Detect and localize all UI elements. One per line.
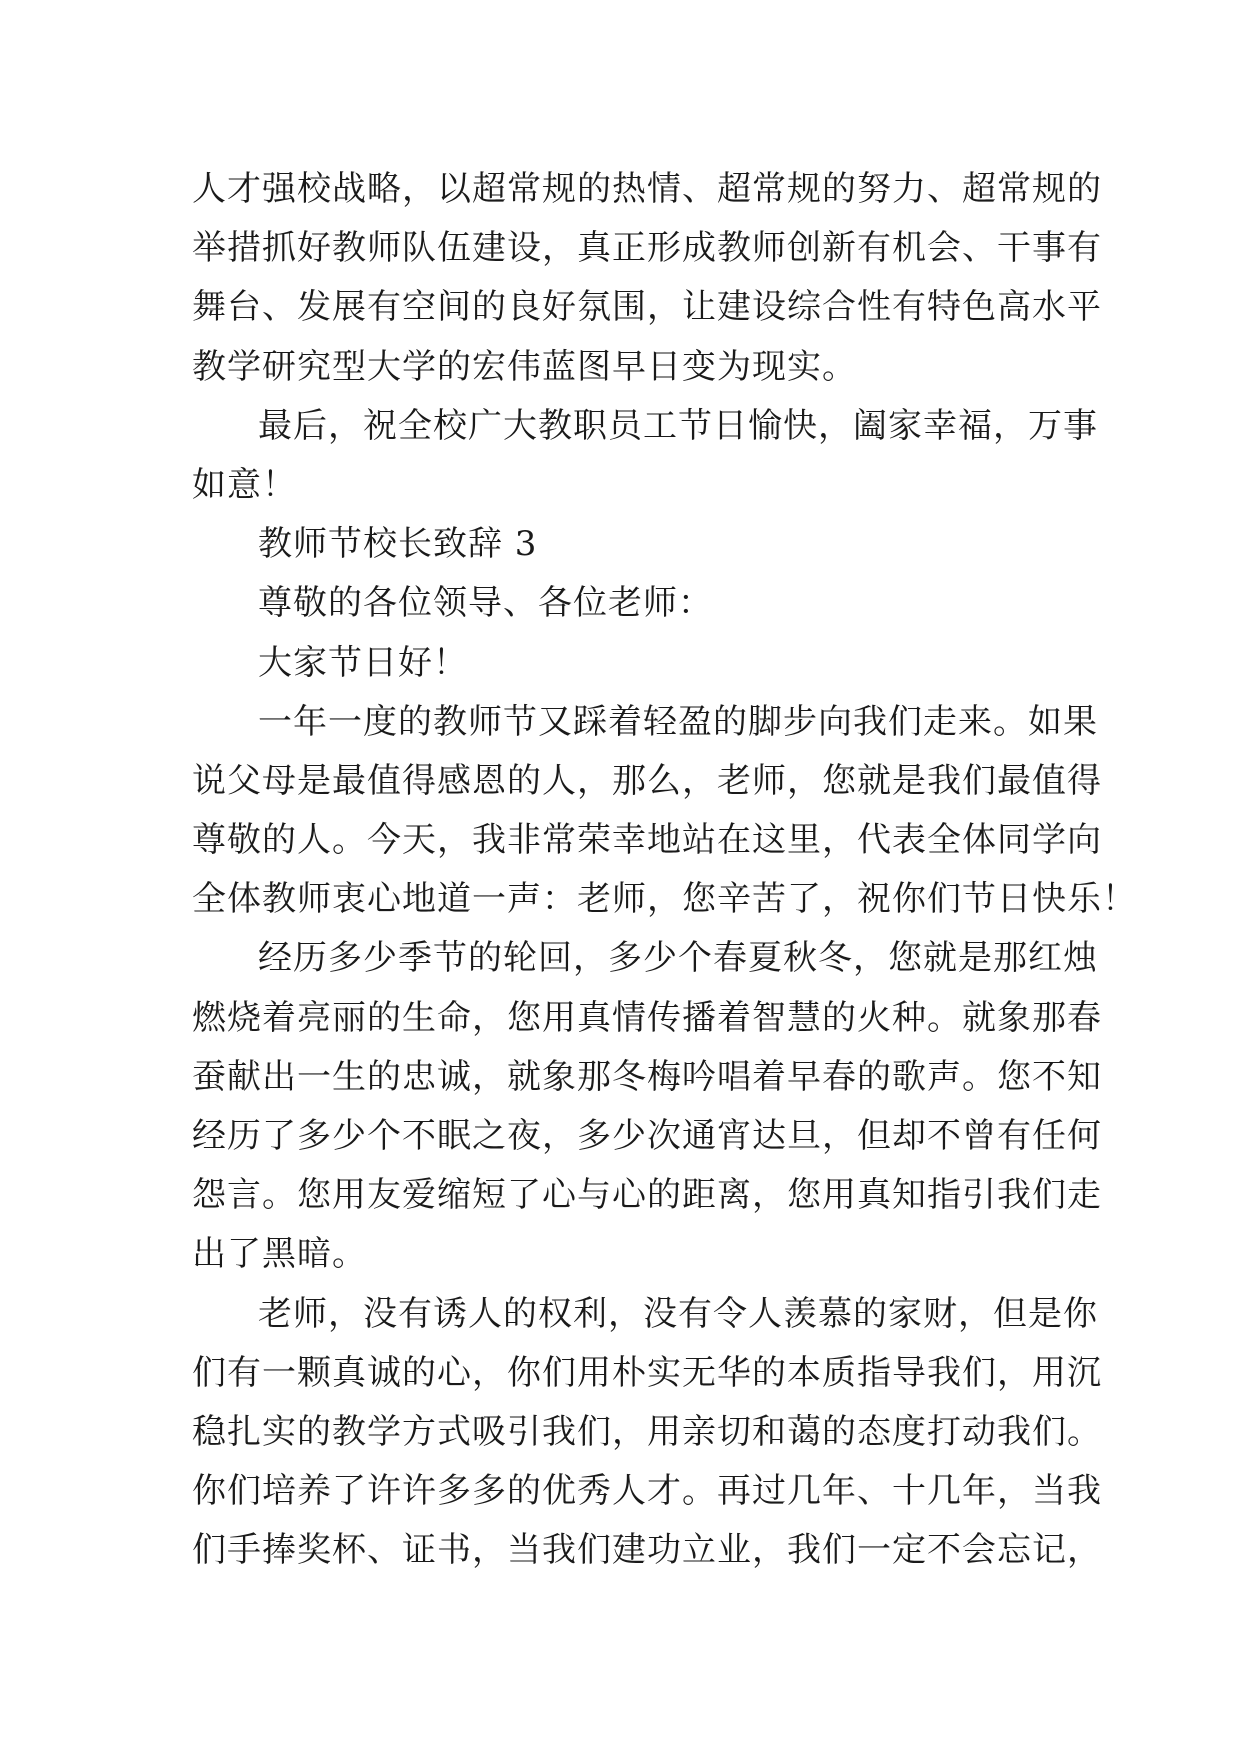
text-line: 说父母是最值得感恩的人，那么，老师，您就是我们最值得: [192, 760, 1102, 801]
text-line: 燃烧着亮丽的生命，您用真情传播着智慧的火种。就象那春: [192, 997, 1102, 1038]
text-line: 蚕献出一生的忠诚，就象那冬梅吟唱着早春的歌声。您不知: [192, 1056, 1102, 1097]
text-line: 举措抓好教师队伍建设，真正形成教师创新有机会、干事有: [192, 228, 1102, 269]
text-line: 出了黑暗。: [192, 1234, 367, 1275]
text-line: 教师节校长致辞 3: [258, 524, 538, 565]
text-line: 怨言。您用友爱缩短了心与心的距离，您用真知指引我们走: [192, 1175, 1102, 1216]
body-text: [192, 160, 1137, 1581]
text-line: 舞台、发展有空间的良好氛围，让建设综合性有特色高水平: [192, 287, 1102, 328]
text-line: 大家节日好！: [258, 642, 468, 683]
text-line: 们有一颗真诚的心，你们用朴实无华的本质指导我们，用沉: [192, 1352, 1102, 1393]
text-line: 稳扎实的教学方式吸引我们，用亲切和蔼的态度打动我们。: [192, 1411, 1102, 1452]
text-line: 全体教师衷心地道一声：老师，您辛苦了，祝你们节日快乐！: [192, 879, 1137, 920]
text-line: 们手捧奖杯、证书，当我们建功立业，我们一定不会忘记，: [192, 1530, 1102, 1571]
text-line: 经历多少季节的轮回，多少个春夏秋冬，您就是那红烛: [258, 938, 1098, 979]
text-line: 一年一度的教师节又踩着轻盈的脚步向我们走来。如果: [258, 701, 1098, 742]
text-line: 尊敬的各位领导、各位老师：: [258, 583, 713, 624]
text-line: 尊敬的人。今天，我非常荣幸地站在这里，代表全体同学向: [192, 820, 1102, 861]
text-line: 老师，没有诱人的权利，没有令人羡慕的家财，但是你: [258, 1293, 1098, 1334]
text-line: 教学研究型大学的宏伟蓝图早日变为现实。: [192, 346, 857, 387]
text-line: 人才强校战略，以超常规的热情、超常规的努力、超常规的: [192, 169, 1102, 209]
text-line: 经历了多少个不眠之夜，多少次通宵达旦，但却不曾有任何: [192, 1116, 1102, 1156]
text-line: 最后，祝全校广大教职员工节日愉快，阖家幸福，万事: [258, 405, 1098, 446]
text-line: 你们培养了许许多多的优秀人才。再过几年、十几年，当我: [192, 1471, 1102, 1512]
text-line: 如意！: [192, 464, 297, 505]
